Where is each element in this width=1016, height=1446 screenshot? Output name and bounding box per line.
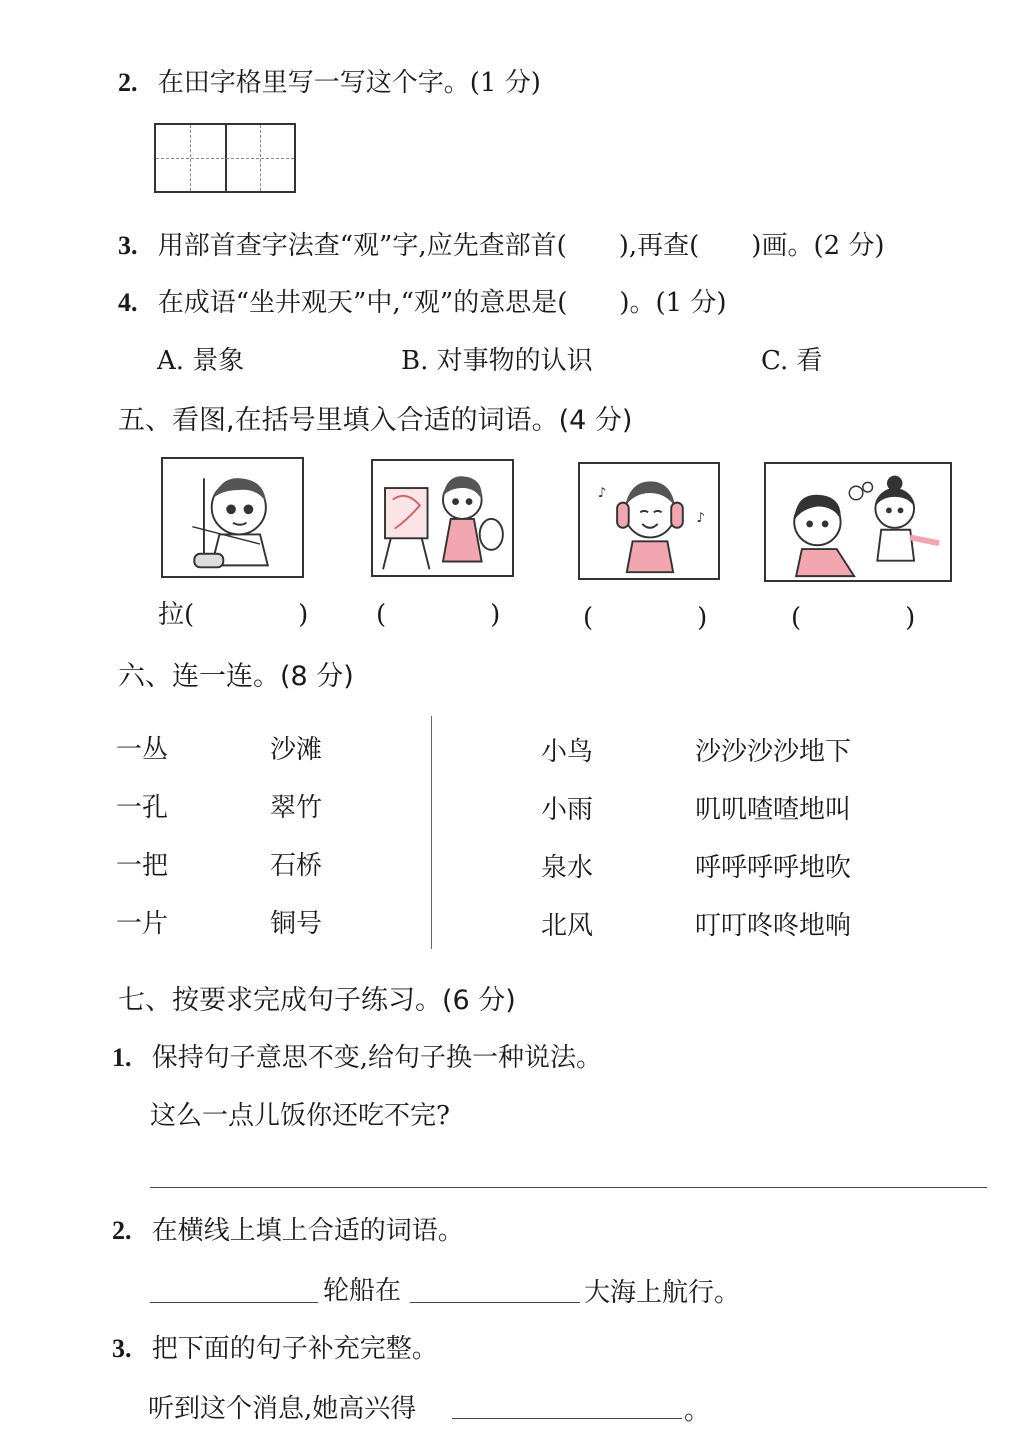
svg-text:♪: ♪ (696, 509, 705, 526)
question-number: 4. (118, 288, 138, 317)
section-7-title: 七、按要求完成句子练习。(6 分) (118, 985, 516, 1016)
noun-word[interactable]: 石桥 (270, 851, 323, 881)
answer-blank-3[interactable]: ( ) (583, 603, 708, 633)
question-text: 在横线上填上合适的词语。 (151, 1216, 464, 1246)
section-5-title: 五、看图,在括号里填入合适的词语。(4 分) (118, 405, 633, 436)
option-a[interactable]: A. 景象 (157, 346, 245, 376)
girl-painting-illustration (373, 461, 512, 575)
subject-word[interactable]: 小雨 (541, 795, 594, 825)
option-b[interactable]: B. 对事物的认识 (401, 346, 593, 376)
sentence-part: 大海上航行。 (584, 1278, 741, 1308)
question-number: 2. (112, 1216, 132, 1245)
question-number: 2. (118, 68, 138, 97)
measure-word[interactable]: 一丛 (116, 735, 169, 765)
tianzige-grid[interactable] (154, 123, 296, 193)
svg-text:♪: ♪ (597, 484, 607, 501)
answer-blank-1[interactable]: 拉( ) (158, 600, 309, 630)
boy-playing-erhu-illustration (163, 459, 302, 576)
subject-word[interactable]: 泉水 (541, 853, 594, 883)
picture-girls-snow (764, 462, 952, 582)
column-divider (431, 716, 432, 949)
picture-girl-painting (371, 459, 514, 577)
picture-boy-erhu (161, 457, 304, 578)
action-phrase[interactable]: 沙沙沙沙地下 (695, 737, 852, 767)
measure-word[interactable]: 一把 (116, 851, 169, 881)
action-phrase[interactable]: 叽叽喳喳地叫 (695, 795, 852, 825)
noun-word[interactable]: 翠竹 (270, 793, 323, 823)
question-number: 3. (112, 1334, 132, 1363)
answer-blank-2[interactable]: ( ) (376, 600, 501, 630)
answer-line-2a[interactable] (150, 1302, 318, 1303)
answer-line-2b[interactable] (410, 1302, 580, 1303)
measure-word[interactable]: 一孔 (116, 793, 169, 823)
answer-line-3[interactable] (452, 1418, 682, 1419)
answer-line-1[interactable] (150, 1187, 987, 1188)
question-text: 用部首查字法查“观”字,应先查部首( ),再查( )画。(2 分) (157, 231, 885, 261)
question-text: 把下面的句子补充完整。 (151, 1334, 438, 1364)
sentence-part: 。 (684, 1396, 711, 1426)
subject-word[interactable]: 北风 (541, 911, 594, 941)
sentence-to-rewrite: 这么一点儿饭你还吃不完? (150, 1101, 450, 1131)
question-text: 在成语“坐井观天”中,“观”的意思是( )。(1 分) (157, 288, 727, 318)
section-6-title: 六、连一连。(8 分) (118, 661, 354, 692)
question-number: 3. (118, 231, 138, 260)
sentence-question-3 (112, 1328, 438, 1365)
action-phrase[interactable]: 呼呼呼呼地吹 (695, 853, 852, 883)
question-3 (118, 225, 885, 262)
subject-word[interactable]: 小鸟 (541, 737, 594, 767)
sentence-part: 听到这个消息,她高兴得 (148, 1394, 417, 1424)
answer-blank-4[interactable]: ( ) (791, 603, 916, 633)
action-phrase[interactable]: 叮叮咚咚地响 (695, 911, 852, 941)
picture-boy-headphones (578, 462, 720, 580)
measure-word[interactable]: 一片 (116, 909, 169, 939)
question-text: 保持句子意思不变,给句子换一种说法。 (151, 1043, 603, 1073)
question-number: 1. (112, 1043, 132, 1072)
option-c[interactable]: C. 看 (761, 346, 823, 376)
girls-in-wind-illustration (766, 464, 950, 580)
question-4 (118, 282, 727, 319)
question-text: 在田字格里写一写这个字。(1 分) (157, 68, 541, 98)
sentence-part: 轮船在 (323, 1276, 402, 1306)
sentence-question-2 (112, 1210, 464, 1247)
boy-listening-music-illustration (580, 464, 718, 578)
question-2 (118, 62, 541, 99)
sentence-question-1 (112, 1037, 602, 1074)
noun-word[interactable]: 铜号 (270, 909, 323, 939)
noun-word[interactable]: 沙滩 (270, 735, 323, 765)
